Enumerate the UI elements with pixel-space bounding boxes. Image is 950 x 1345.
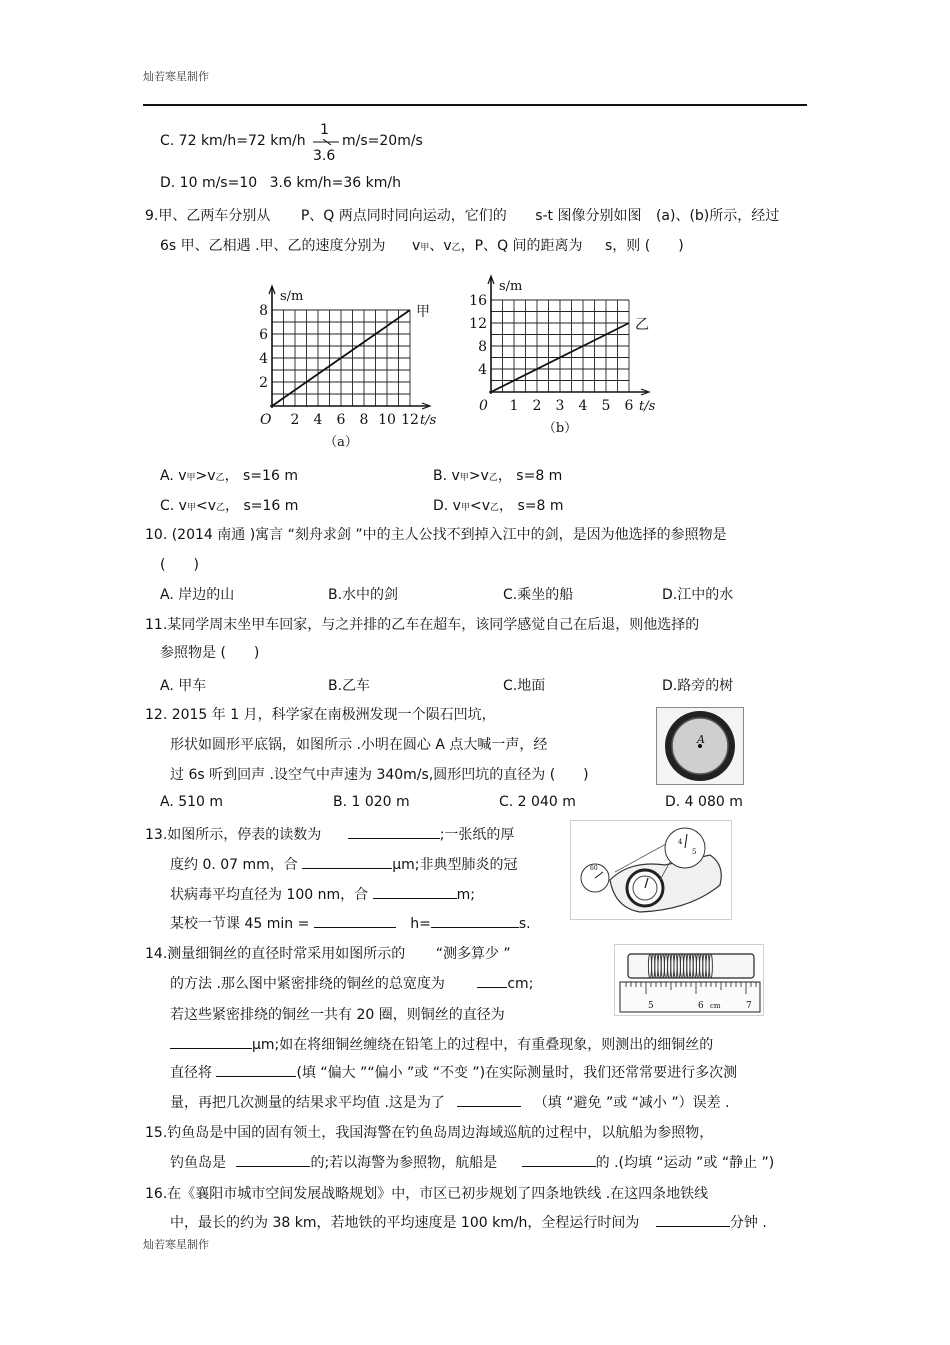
q9-l2-sub-yi: 乙 <box>451 243 461 253</box>
q13-blank-stopwatch[interactable] <box>348 824 440 839</box>
q14-line4 <box>170 1034 713 1054</box>
y-tick-label: 4 <box>478 362 487 378</box>
page-footer: 灿若寒星制作 <box>143 1238 209 1251</box>
x-tick-label: 2 <box>532 398 542 414</box>
ruler-label-5: 5 <box>648 1001 654 1011</box>
q8-fraction-bar <box>313 139 339 145</box>
chart-title: （b） <box>542 421 578 436</box>
q13-l1-tail: ;一张纸的厚 <box>439 827 515 843</box>
q12-option-b: B. 1 020 m <box>333 794 410 810</box>
y-tick-label: 12 <box>469 316 487 332</box>
q15-line2 <box>170 1152 774 1172</box>
q9-b-sub1: 甲 <box>459 473 469 483</box>
q11-line2: 参照物是 ( ) <box>160 645 260 661</box>
q11-option-c: C.地面 <box>503 678 546 694</box>
y-tick-label: 2 <box>259 375 268 391</box>
q16-line1: 16.在《襄阳市城市空间发展战略规划》中，市区已初步规划了四条地铁线 .在这四条地铁线 <box>145 1186 709 1202</box>
x-tick-label: 2 <box>290 412 300 428</box>
q9-d-mid: <v <box>469 498 490 514</box>
q13-line4 <box>170 913 531 933</box>
q9-c-post: ， s=16 m <box>225 498 299 514</box>
q9-d-post: ， s=8 m <box>499 498 564 514</box>
q14-l1-text: 14.测量细铜丝的直径时常采用如图所示的 <box>145 946 406 962</box>
q9-option-b <box>433 465 562 485</box>
q13-blank-h[interactable] <box>314 913 396 928</box>
q14-line3: 若这些紧密排绕的铜丝一共有 20 圈，则铜丝的直径为 <box>170 1007 505 1023</box>
q14-line6 <box>170 1092 730 1112</box>
q9-option-d <box>433 495 564 515</box>
q9-c-sub2: 乙 <box>216 503 226 513</box>
q9-c-pre: C. v <box>160 498 187 514</box>
q9-l2-a: 6s 甲、乙相遇 .甲、乙的速度分别为 <box>160 238 386 254</box>
q9-l2-c: 、v <box>429 238 452 254</box>
ruler-label-7: 7 <box>746 1001 752 1011</box>
q8-fraction-denominator: 3.6 <box>313 148 336 164</box>
q9-l2-v: v <box>412 238 421 254</box>
q16-line2 <box>170 1212 767 1232</box>
q11-option-a: A. 甲车 <box>160 678 207 694</box>
q9-l1-c: s-t 图像分别如图 <box>535 208 642 224</box>
q9-d-pre: D. v <box>433 498 461 514</box>
q14-blank-bias[interactable] <box>216 1062 296 1077</box>
chart-grid <box>491 300 629 392</box>
chart-title: （a） <box>324 435 358 448</box>
q11-option-d: D.路旁的树 <box>662 678 734 694</box>
q8-c-text: C. 72 km/h=72 km/h <box>160 133 306 149</box>
q13-l3-text: 状病毒平均直径为 100 nm，合 <box>170 887 369 903</box>
q9-l1-d: (a)、(b)所示，经过 <box>655 208 780 224</box>
q16-l2-text: 中，最长的约为 38 km，若地铁的平均速度是 100 km/h，全程运行时间为 <box>170 1215 640 1231</box>
crater-center-label: A <box>697 733 705 746</box>
y-tick-label: 16 <box>469 293 487 309</box>
x-tick-label: 6 <box>336 412 346 428</box>
q9-b-mid: >v <box>468 468 489 484</box>
x-tick-label: 4 <box>313 412 323 428</box>
q13-l4-text: 某校一节课 45 min = <box>170 916 310 932</box>
q13-l4-mid: h= <box>410 916 431 932</box>
q14-blank-diameter[interactable] <box>170 1034 252 1049</box>
q13-l4-tail: s. <box>518 916 531 932</box>
crater-figure <box>656 707 744 785</box>
y-axis-label: s/m <box>499 279 523 294</box>
y-tick-label: 8 <box>478 339 487 355</box>
q13-blank-s[interactable] <box>431 913 519 928</box>
q10-option-b: B.水中的剑 <box>328 587 399 603</box>
q8-fraction-numerator: 1 <box>320 122 329 138</box>
q9-stem-line2 <box>160 235 684 255</box>
q15-l2-mid: 的;若以海警为参照物，航船是 <box>310 1155 498 1171</box>
wire-coil <box>648 954 712 978</box>
q9-l1-a: 9.甲、乙两车分别从 <box>145 208 271 224</box>
q14-blank-purpose[interactable] <box>457 1092 521 1107</box>
q13-l2-text: 度约 0. 07 mm，合 <box>170 857 298 873</box>
chart-b <box>455 268 670 448</box>
q13-blank-um[interactable] <box>302 854 392 869</box>
q9-a-pre: A. v <box>160 468 187 484</box>
q14-blank-width[interactable] <box>477 973 507 988</box>
q14-line2 <box>170 973 533 993</box>
q9-l2-sub-jia: 甲 <box>420 243 430 253</box>
stopwatch-mark-4: 4 <box>678 838 683 846</box>
series-label: 甲 <box>416 304 430 320</box>
q15-blank-ship[interactable] <box>522 1152 596 1167</box>
q10-stem: 10. (2014 南通 )寓言 “刻舟求剑 ”中的主人公找不到掉入江中的剑，是因为他选择的参照物是 <box>145 527 727 543</box>
q15-l2-text: 钓鱼岛是 <box>170 1155 226 1171</box>
q9-l2-e: s，则 ( ) <box>605 238 684 254</box>
q9-l2-d: ，P、Q 间的距离为 <box>460 238 583 254</box>
x-tick-label: 5 <box>601 398 611 414</box>
q16-blank-minutes[interactable] <box>656 1212 730 1227</box>
q13-line1 <box>145 824 514 844</box>
stopwatch-figure <box>570 820 732 920</box>
q10-option-d: D.江中的水 <box>662 587 734 603</box>
page-header: 灿若寒星制作 <box>143 70 209 83</box>
q14-l2-text: 的方法 .那么图中紧密排绕的铜丝的总宽度为 <box>170 976 445 992</box>
q13-l2-tail: μm;非典型肺炎的冠 <box>392 857 518 873</box>
q9-l1-b: P、Q 两点同时同向运动，它们的 <box>300 208 507 224</box>
q14-l2-tail: cm; <box>507 976 534 992</box>
q9-c-mid: <v <box>195 498 216 514</box>
q15-blank-island[interactable] <box>236 1152 310 1167</box>
q11-option-b: B.乙车 <box>328 678 371 694</box>
q8-d-pre: D. 10 m/s=10 <box>160 175 258 191</box>
q14-line5 <box>170 1062 737 1082</box>
q9-stem-line1 <box>145 205 779 225</box>
q9-a-post: ， s=16 m <box>224 468 298 484</box>
y-tick-label: 6 <box>259 327 268 343</box>
q9-d-sub2: 乙 <box>490 503 500 513</box>
q14-line1 <box>145 943 511 963</box>
q10-option-a: A. 岸边的山 <box>160 587 235 603</box>
origin-label: O <box>260 412 272 428</box>
q11-line1: 11.某同学周末坐甲车回家，与之并排的乙车在超车，该同学感觉自己在后退，则他选择的 <box>145 617 700 633</box>
x-tick-label: 4 <box>578 398 588 414</box>
x-tick-label: 10 <box>378 412 396 428</box>
q13-line3 <box>170 884 475 904</box>
q12-option-a: A. 510 m <box>160 794 224 810</box>
stopwatch-mark-60: 60 <box>590 865 598 872</box>
q9-c-sub1: 甲 <box>186 503 196 513</box>
q9-b-post: ， s=8 m <box>497 468 563 484</box>
y-tick-label: 4 <box>259 351 268 367</box>
stopwatch-mark-5: 5 <box>692 848 697 856</box>
q14-l5-tail: (填 “偏大 ”“偏小 ”或 “不变 ”)在实际测量时，我们还常常要进行多次测 <box>296 1065 738 1081</box>
q8-c-result: m/s=20m/s <box>342 133 423 149</box>
q8-option-c <box>160 133 306 149</box>
q8-d-post: km/h=36 km/h <box>296 175 401 191</box>
copper-wire-figure <box>614 944 764 1016</box>
q9-option-a <box>160 465 298 485</box>
q14-l6-text: 量，再把几次测量的结果求平均值 .这是为了 <box>170 1095 445 1111</box>
y-axis-label: s/m <box>280 289 304 304</box>
x-tick-label: 12 <box>401 412 419 428</box>
q14-l4-text: μm;如在将细铜丝缠绕在铅笔上的过程中，有重叠现象，则测出的细铜丝的 <box>252 1037 714 1053</box>
x-axis-label: t/s <box>420 413 437 428</box>
q8-option-d <box>160 175 401 191</box>
origin-label: 0 <box>479 398 488 414</box>
q14-l6-tail: （填 “避免 ”或 “减小 ”）误差 . <box>533 1095 730 1111</box>
q15-line1: 15.钓鱼岛是中国的固有领土，我国海警在钓鱼岛周边海域巡航的过程中，以航船为参照物， <box>145 1125 714 1141</box>
q9-a-sub1: 甲 <box>186 473 196 483</box>
q12-line3: 过 6s 听到回声 .设空气中声速为 340m/s,圆形凹坑的直径为 ( ) <box>170 767 589 783</box>
q9-option-c <box>160 495 298 515</box>
q16-l2-tail: 分钟 . <box>729 1215 767 1231</box>
q14-l5-text: 直径将 <box>170 1065 212 1081</box>
x-tick-label: 6 <box>624 398 634 414</box>
q13-blank-m[interactable] <box>373 884 457 899</box>
q12-line1: 12. 2015 年 1 月，科学家在南极洲发现一个陨石凹坑， <box>145 707 496 723</box>
q14-l1-quote: “测多算少 ” <box>435 946 511 962</box>
q9-d-sub1: 甲 <box>460 503 470 513</box>
header-rule <box>143 104 807 106</box>
q12-line2: 形状如圆形平底锅，如图所示 .小明在圆心 A 点大喊一声，经 <box>170 737 548 753</box>
y-tick-label: 8 <box>259 303 268 319</box>
x-axis-label: t/s <box>639 399 656 414</box>
ruler-label-cm: cm <box>710 1002 721 1010</box>
q9-b-sub2: 乙 <box>488 473 498 483</box>
ruler-label-6: 6 <box>698 1001 704 1011</box>
chart-a <box>250 268 450 448</box>
series-label: 乙 <box>635 317 649 333</box>
x-tick-label: 3 <box>555 398 565 414</box>
q10-paren: ( ) <box>160 557 199 573</box>
q9-a-mid: >v <box>195 468 216 484</box>
x-tick-label: 8 <box>359 412 369 428</box>
q10-option-c: C.乘坐的船 <box>503 587 574 603</box>
q12-option-d: D. 4 080 m <box>665 794 743 810</box>
q9-b-pre: B. v <box>433 468 460 484</box>
q13-l1-text: 13.如图所示，停表的读数为 <box>145 827 322 843</box>
q9-a-sub2: 乙 <box>215 473 225 483</box>
q15-l2-tail: 的 .(均填 “运动 ”或 “静止 ”) <box>595 1155 775 1171</box>
q12-option-c: C. 2 040 m <box>499 794 576 810</box>
q13-line2 <box>170 854 518 874</box>
q8-d-factor: 3.6 <box>269 175 292 191</box>
x-tick-label: 1 <box>509 398 519 414</box>
q13-l3-tail: m; <box>456 887 475 903</box>
